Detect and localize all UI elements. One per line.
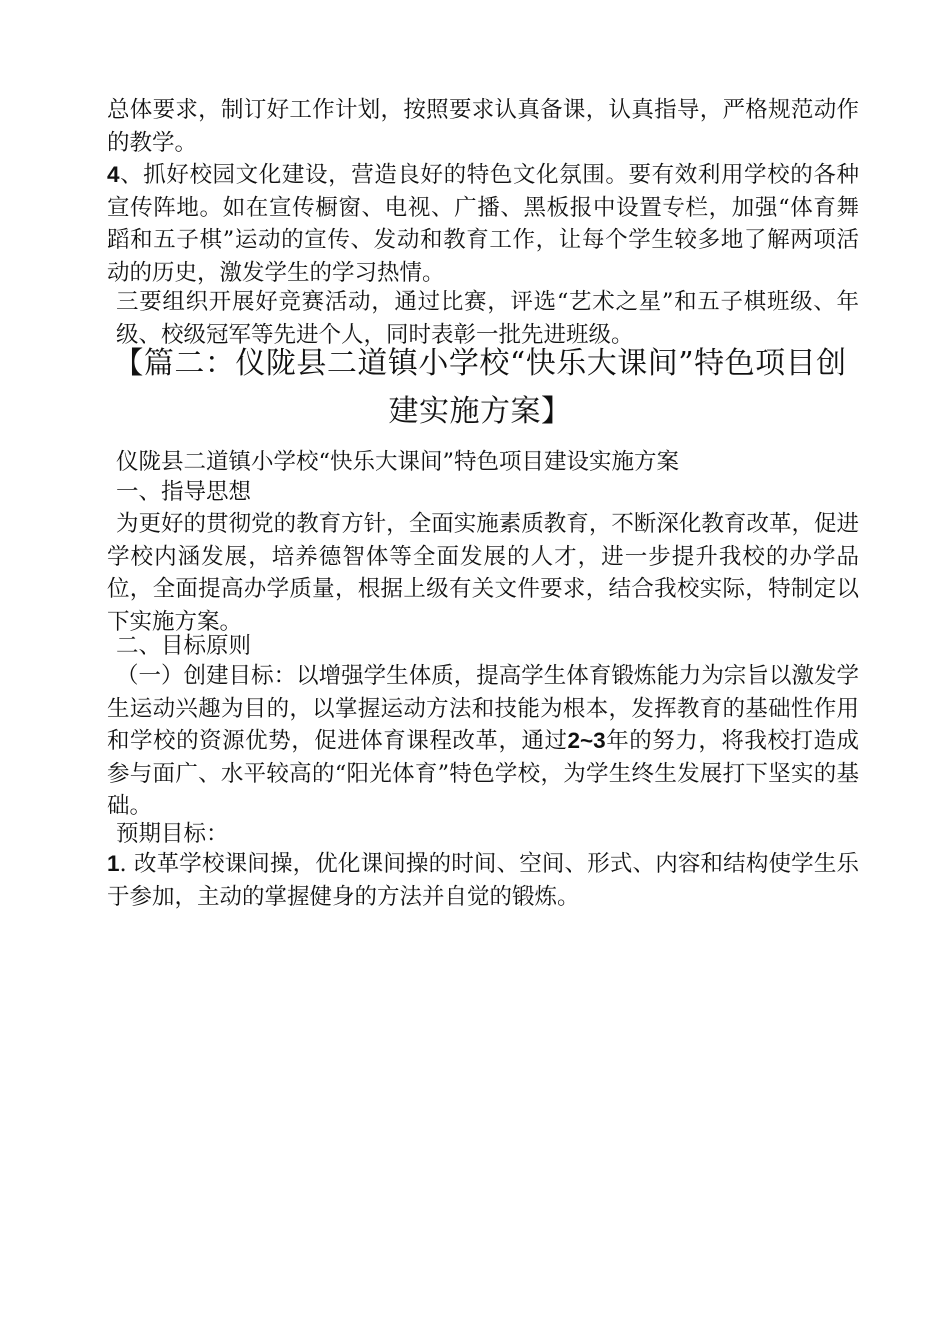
item-number: 4 <box>107 162 120 187</box>
years-number: 2~3 <box>567 728 606 753</box>
heading-text: 预期目标： <box>116 821 229 847</box>
list-item-reform <box>107 848 859 913</box>
section-title <box>100 340 860 436</box>
heading-text: 二、目标原则 <box>116 633 252 659</box>
paragraph-requirements <box>107 94 859 159</box>
paragraph-text: 三要组织开展好竞赛活动，通过比赛，评选“艺术之星”和五子棋班级、年级、校级冠军等先进个人，同时表彰一批先进班级。 <box>116 289 859 348</box>
heading-guiding-idea <box>116 476 859 509</box>
paragraph-text: 年的努力，将我校打造成参与面广、水平较高的“阳光体育”特色学校，为学生终生发展打下坚实的基础。 <box>107 728 859 819</box>
paragraph-text: （一）创建目标：以增强学生体质，提高学生体育锻炼能力为宗旨以激发学生运动兴趣为目的，以掌握运动方法和技能为根本，发挥教育的基础性作用和学校的资源优势，促进体育课程改革，通过 <box>107 663 859 754</box>
document-title <box>116 446 859 479</box>
paragraph-text: 为更好的贯彻党的教育方针，全面实施素质教育，不断深化教育改革，促进学校内涵发展，培养德智体等全面发展的人才，进一步提升我校的办学品位，全面提高办学质量，根据上级有关文件要求，结合我校实际，特制定以下实施方案。 <box>107 511 859 635</box>
paragraph-guiding-idea <box>107 508 859 638</box>
heading-text: 一、指导思想 <box>116 479 252 505</box>
heading-goal-principle <box>116 630 859 663</box>
item-number: 1 <box>107 851 120 876</box>
paragraph-text: 总体要求，制订好工作计划，按照要求认真备课，认真指导，严格规范动作的教学。 <box>107 97 859 156</box>
heading-expected-goals <box>116 818 859 851</box>
paragraph-creation-goal <box>107 660 859 823</box>
paragraph-text: . 改革学校课间操，优化课间操的时间、空间、形式、内容和结构使学生乐于参加，主动的掌握健身的方法并自觉的锻炼。 <box>107 851 859 910</box>
paragraph-campus-culture <box>107 159 859 289</box>
paragraph-text: 、抓好校园文化建设，营造良好的特色文化氛围。要有效利用学校的各种宣传阵地。如在宣传橱窗、电视、广播、黑板报中设置专栏，加强“体育舞蹈和五子棋”运动的宣传、发动和教育工作，让每个学生较多地了解两项活动的历史，激发学生的学习热情。 <box>107 162 859 286</box>
document-title-text: 仪陇县二道镇小学校“快乐大课间”特色项目建设实施方案 <box>116 449 680 475</box>
section-title-line: 【篇二：仪陇县二道镇小学校“快乐大课间”特色项目创 <box>113 346 847 381</box>
section-title-line: 建实施方案】 <box>388 394 572 429</box>
